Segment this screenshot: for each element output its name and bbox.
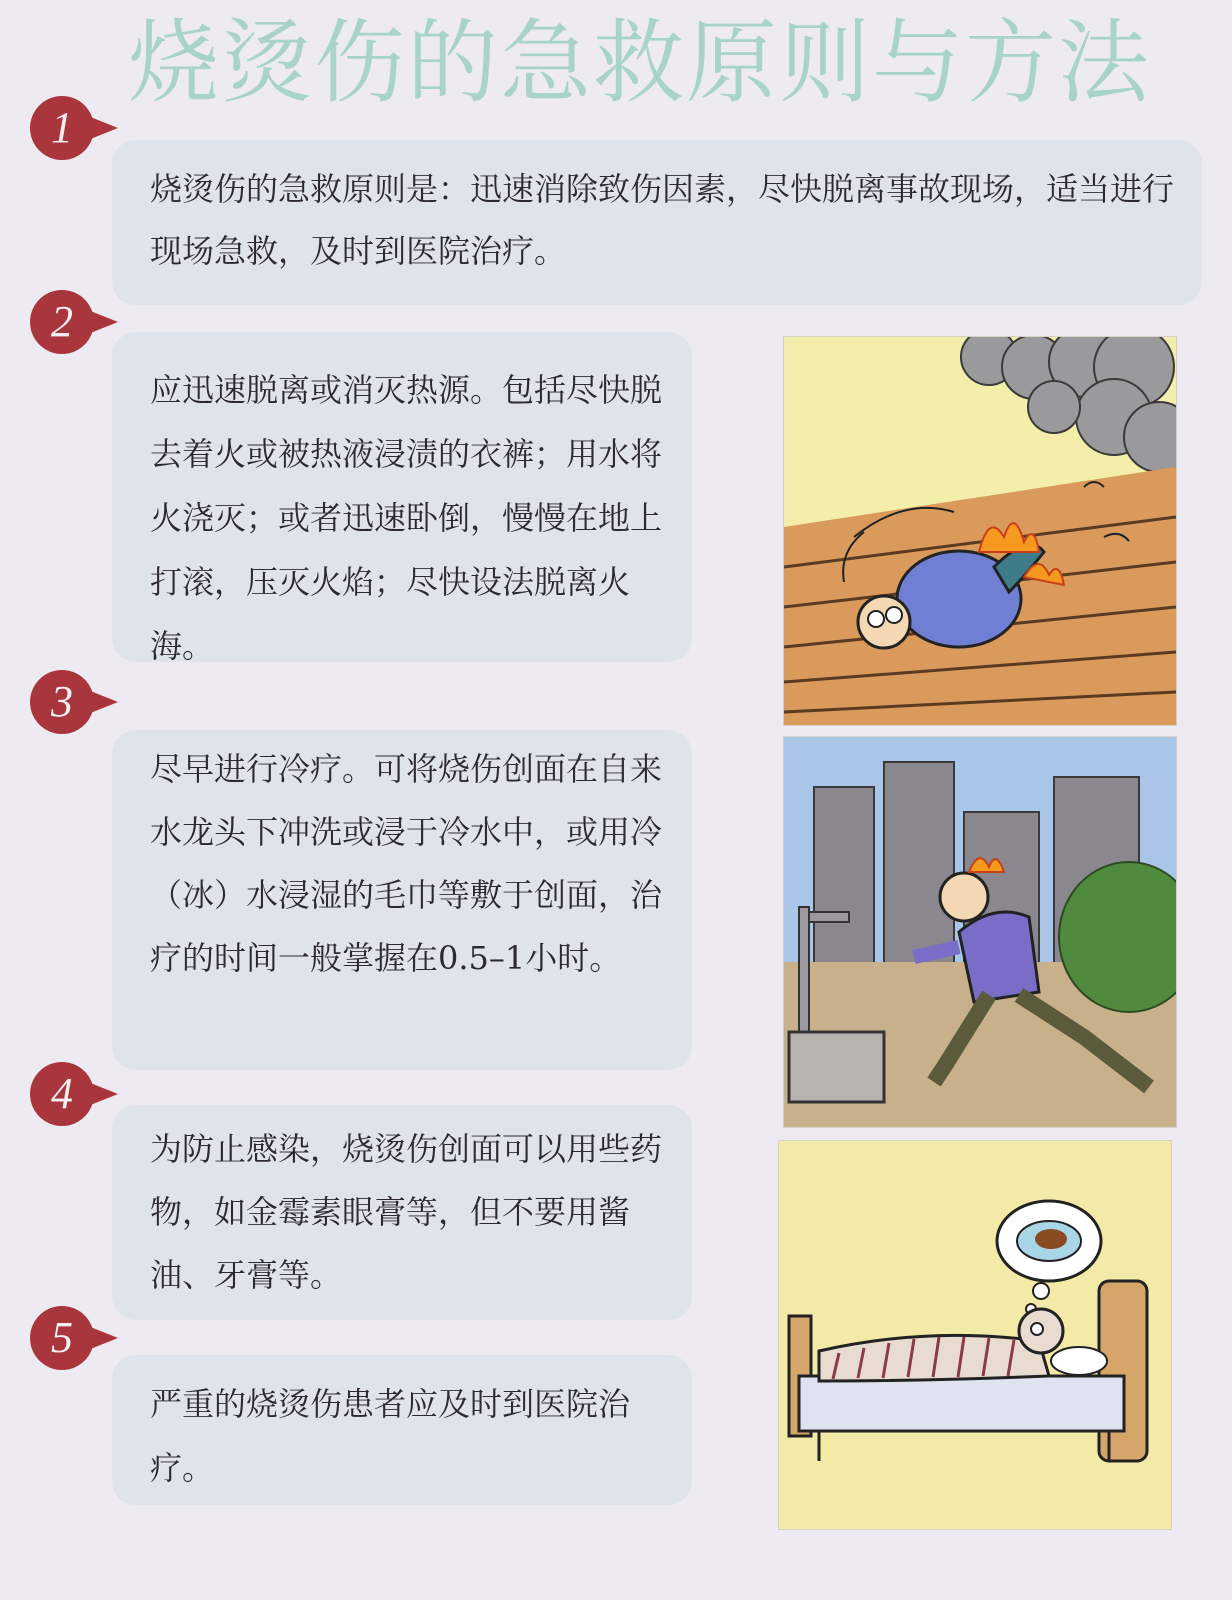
step-3-number: 3 bbox=[51, 677, 73, 726]
step-1-number: 1 bbox=[51, 103, 73, 152]
step-2-text: 应迅速脱离或消灭热源。包括尽快脱去着火或被热液浸渍的衣裤；用水将火浇灭；或者迅速卧倒，慢慢在地上打滚，压灭火焰；尽快设法脱离火海。 bbox=[150, 371, 663, 665]
step-2-number: 2 bbox=[51, 297, 73, 346]
step-4-number: 4 bbox=[51, 1069, 73, 1118]
page-title: 烧烫伤的急救原则与方法 bbox=[128, 11, 1152, 116]
illustration-rolling-on-ground bbox=[783, 336, 1177, 726]
step-4-badge bbox=[30, 1062, 94, 1126]
step-5-number: 5 bbox=[51, 1313, 73, 1362]
illustration-running-to-tap bbox=[783, 736, 1177, 1128]
step-2-badge bbox=[30, 290, 94, 354]
step-4-text: 为防止感染，烧烫伤创面可以用些药物，如金霉素眼膏等，但不要用酱油、牙膏等。 bbox=[150, 1130, 663, 1294]
illustration-patient-in-bed bbox=[778, 1140, 1172, 1530]
step-3-badge bbox=[30, 670, 94, 734]
step-3-text: 尽早进行冷疗。可将烧伤创面在自来水龙头下冲洗或浸于冷水中，或用冷（冰）水浸湿的毛巾等敷于创面，治疗的时间一般掌握在0.5–1小时。 bbox=[150, 750, 663, 977]
step-1-text: 烧烫伤的急救原则是：迅速消除致伤因素，尽快脱离事故现场，适当进行现场急救，及时到医院治疗。 bbox=[150, 170, 1175, 270]
step-5-text: 严重的烧烫伤患者应及时到医院治疗。 bbox=[150, 1385, 631, 1487]
step-1-badge bbox=[30, 96, 94, 160]
step-5-badge bbox=[30, 1306, 94, 1370]
